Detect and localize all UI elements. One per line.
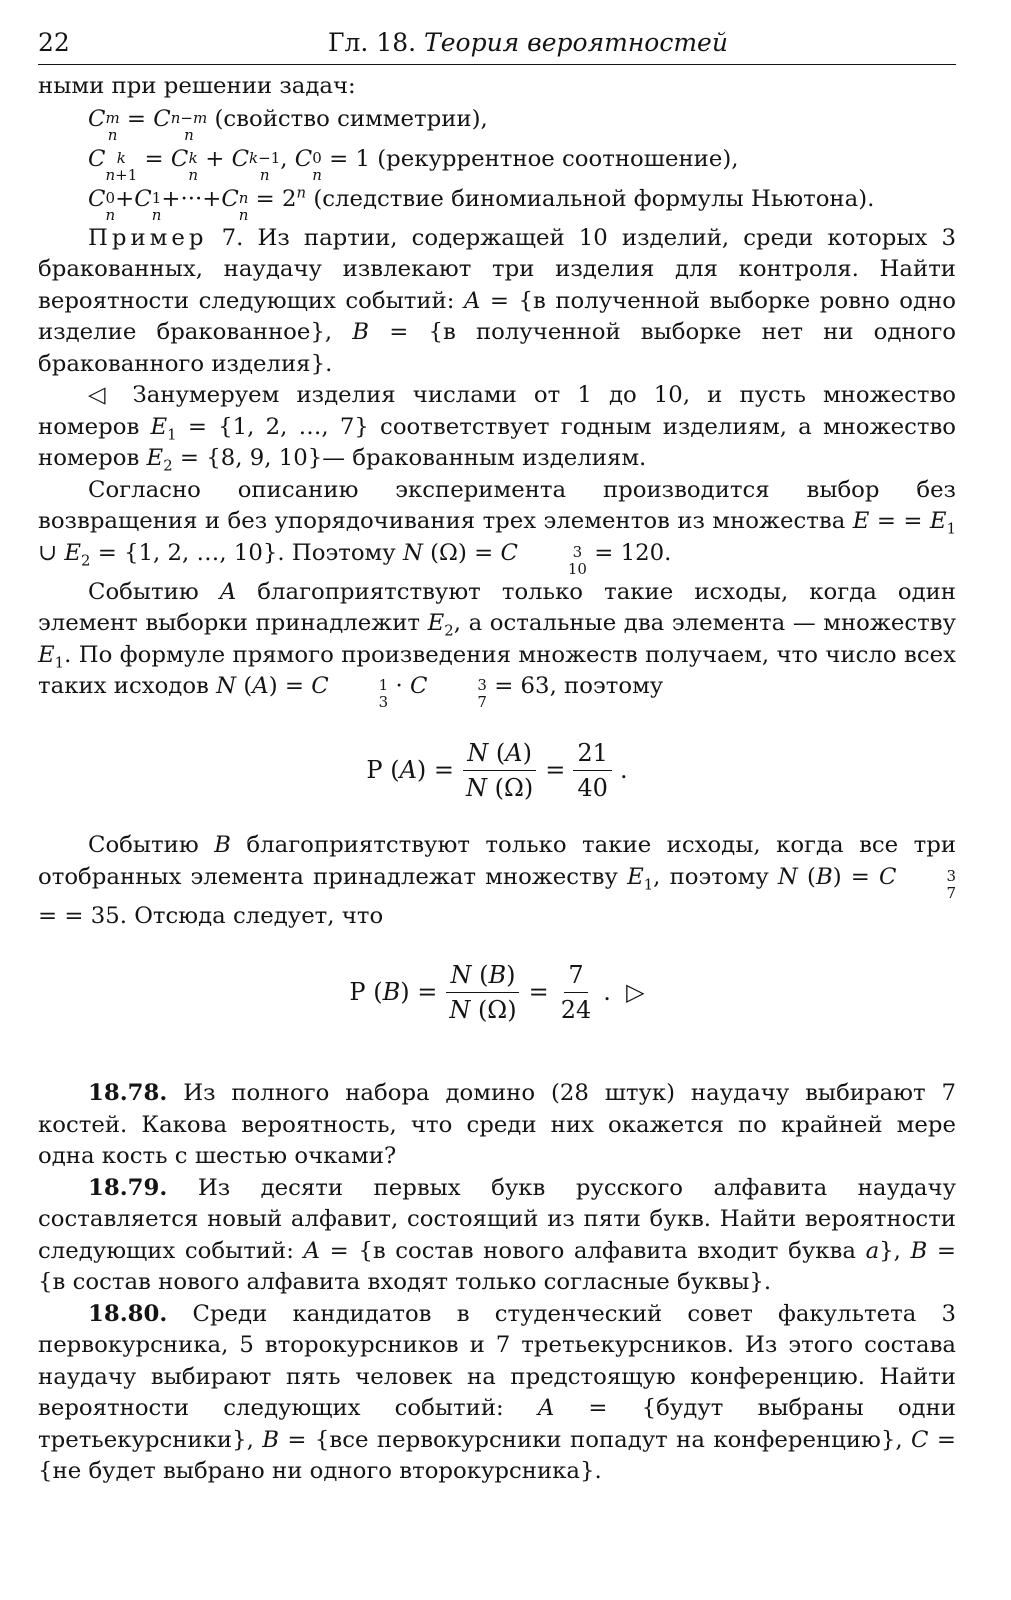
example-statement: Пример 7. Из партии, содержащей 10 изделий, среди которых 3 бракованных, наудачу извлекают три изделия для контроля. Найти вероятности следующих событий: A = {в полученной выборке ровно одно изделие бракованное}, B = {в полученной выборке нет ни одного бракованного изделия}. bbox=[38, 224, 957, 377]
solution-paragraph-2: Согласно описанию эксперимента производится выбор без возвращения и без упорядочивания трех элементов из множества E = = $E_1$ ∪ $E_2 = \{1$, 2, …, 10}. Поэтому N (Ω) = C 3 10 = 120. bbox=[38, 476, 957, 578]
problem-18-78: 18.78. Из полного набора домино (28 штук) наудачу выбирают 7 костей. Какова вероятность, что среди них окажется по крайней мере одна кость с шестью очками? bbox=[38, 1080, 956, 1169]
running-title: Гл. 18. Теория вероятностей bbox=[328, 28, 728, 57]
formula-recurrence: C k n+1 = C k n + C k−1 n , C 0 n = 1 (рекуррентное соотношение), bbox=[88, 145, 739, 184]
page-number: 22 bbox=[38, 28, 70, 57]
problem-18-80: 18.80. Среди кандидатов в студенческий совет факультета 3 первокурсника, 5 второкурсников и 7 третьекурсников. Из этого состава наудачу выбирают пять человек на предстоящую конференцию. Найти вероятности следующих событий: A = {будут выбраны одни третьекурсники}, B = {все первокурсники попадут на конференцию}, C = {не будет выбрано ни одного второкурсника}. bbox=[38, 1300, 956, 1484]
running-header bbox=[38, 28, 956, 65]
book-page bbox=[38, 28, 956, 1488]
solution-paragraph-1: ◁ Занумеруем изделия числами от 1 до 10, и пусть множество номеров $E_1 = \{1$, 2, …, 7} соответствует годным изделиям, а множество номеров $E_2 = \{8$, 9, 10}— бракованным изделиям. bbox=[38, 382, 957, 475]
formula-binomial: C 0 n +C 1 n +···+C n n = $2^n$ (следствие биномиальной формулы Ньютона). bbox=[88, 183, 875, 224]
intro-line: ными при решении задач: bbox=[38, 73, 356, 99]
solution-paragraph-3: Событию A благоприятствуют только такие исходы, когда один элемент выборки принадлежит $E_2$, а остальные два элемента — множеству $E_1$. По формуле прямого произведения множеств получаем, что число всех таких исходов N (A) = C 1 3 · C 3 7 = 63, поэтому bbox=[38, 578, 957, 711]
problem-18-79: 18.79. Из десяти первых букв русского алфавита наудачу составляется новый алфавит, состоящий из пяти букв. Найти вероятности следующих событий: A = {в состав нового алфавита входит буква a}, B = {в состав нового алфавита входят только согласные буквы}. bbox=[38, 1174, 957, 1295]
solution-paragraph-4: Событию B благоприятствуют только такие исходы, когда все три отобранных элемента принадлежат множеству $E_1$, поэтому N (B) = C 3 7 = = 35. Отсюда следует, что bbox=[38, 832, 957, 929]
display-formula-pa: P (A) = $\frac{N (A)}{N (\Omega)}$ = $\frac{21}{40}$ . bbox=[366, 738, 628, 802]
display-formula-pb: P (B) = $\frac{N (B)}{N (\Omega)}$ = $\frac{7}{24}$ . ▷ bbox=[349, 960, 645, 1024]
formula-symmetry: C m n = C n−m n (свойство симметрии), bbox=[88, 105, 488, 144]
